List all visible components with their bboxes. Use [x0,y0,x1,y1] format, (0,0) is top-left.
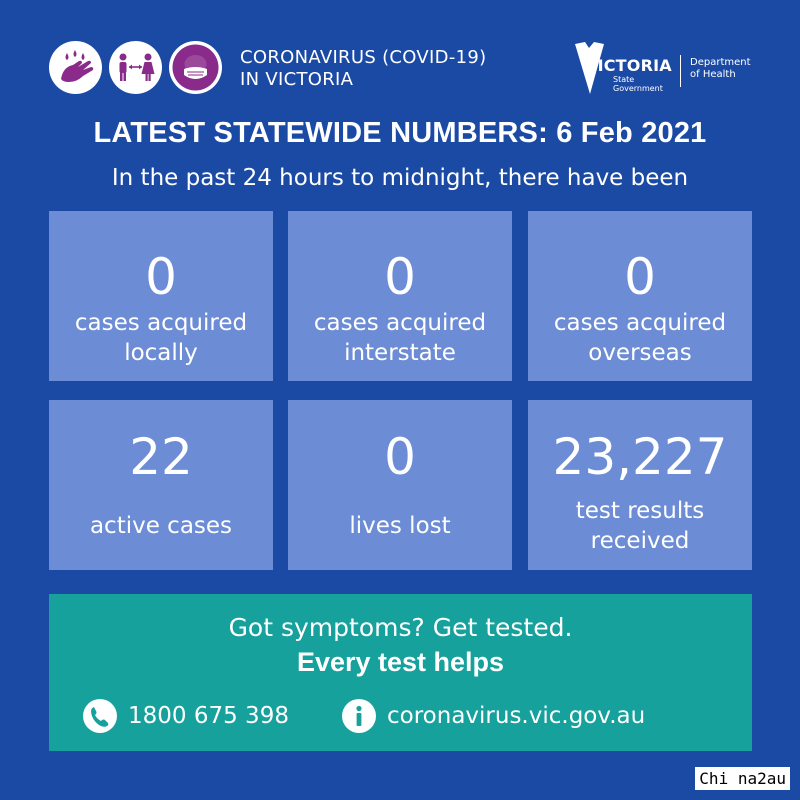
info-icon [342,699,376,733]
stat-tile-interstate-cases [288,211,512,381]
header-title-line2: IN VICTORIA [240,69,354,90]
stat-label: test results received [575,498,705,554]
phone-contact[interactable] [83,696,323,736]
stat-tile-lives-lost [288,400,512,570]
social-distancing-icon [109,41,162,94]
state-government-text: State Government [613,75,663,93]
stat-value: 22 [129,428,193,486]
stat-tile-active-cases [49,400,273,570]
victoria-wordmark: VICTORIA [585,56,672,75]
header [0,0,800,110]
hand-washing-icon [49,41,102,94]
stat-value: 0 [145,248,177,306]
website-url: coronavirus.vic.gov.au [387,703,646,729]
face-mask-icon [169,41,222,94]
header-title-line1: CORONAVIRUS (COVID-19) [240,47,487,68]
website-link[interactable] [342,696,722,736]
stat-value: 0 [384,428,416,486]
headline: LATEST STATEWIDE NUMBERS: 6 Feb 2021 [93,117,707,149]
cta-line2: Every test helps [296,647,505,677]
stat-label: active cases [89,513,233,539]
subheadline: In the past 24 hours to midnight, there have been [111,165,689,191]
stat-label: cases acquired locally [74,310,248,366]
department-of-health-text: Department of Health [690,57,751,80]
header-title [240,47,540,91]
stat-tile-local-cases [49,211,273,381]
stat-label: cases acquired interstate [313,310,487,366]
stat-value: 0 [624,248,656,306]
cta-line1: Got symptoms? Get tested. [228,613,573,642]
phone-icon [83,699,117,733]
phone-number: 1800 675 398 [128,703,289,729]
watermark: Chi na2au [695,767,790,790]
cta-panel [49,594,752,751]
stat-label: cases acquired overseas [553,310,727,366]
stat-tile-overseas-cases [528,211,752,381]
stat-value: 0 [384,248,416,306]
stat-tile-test-results [528,400,752,570]
logo-divider [680,55,681,87]
stat-value: 23,227 [552,428,728,486]
stat-label: lives lost [349,513,451,539]
